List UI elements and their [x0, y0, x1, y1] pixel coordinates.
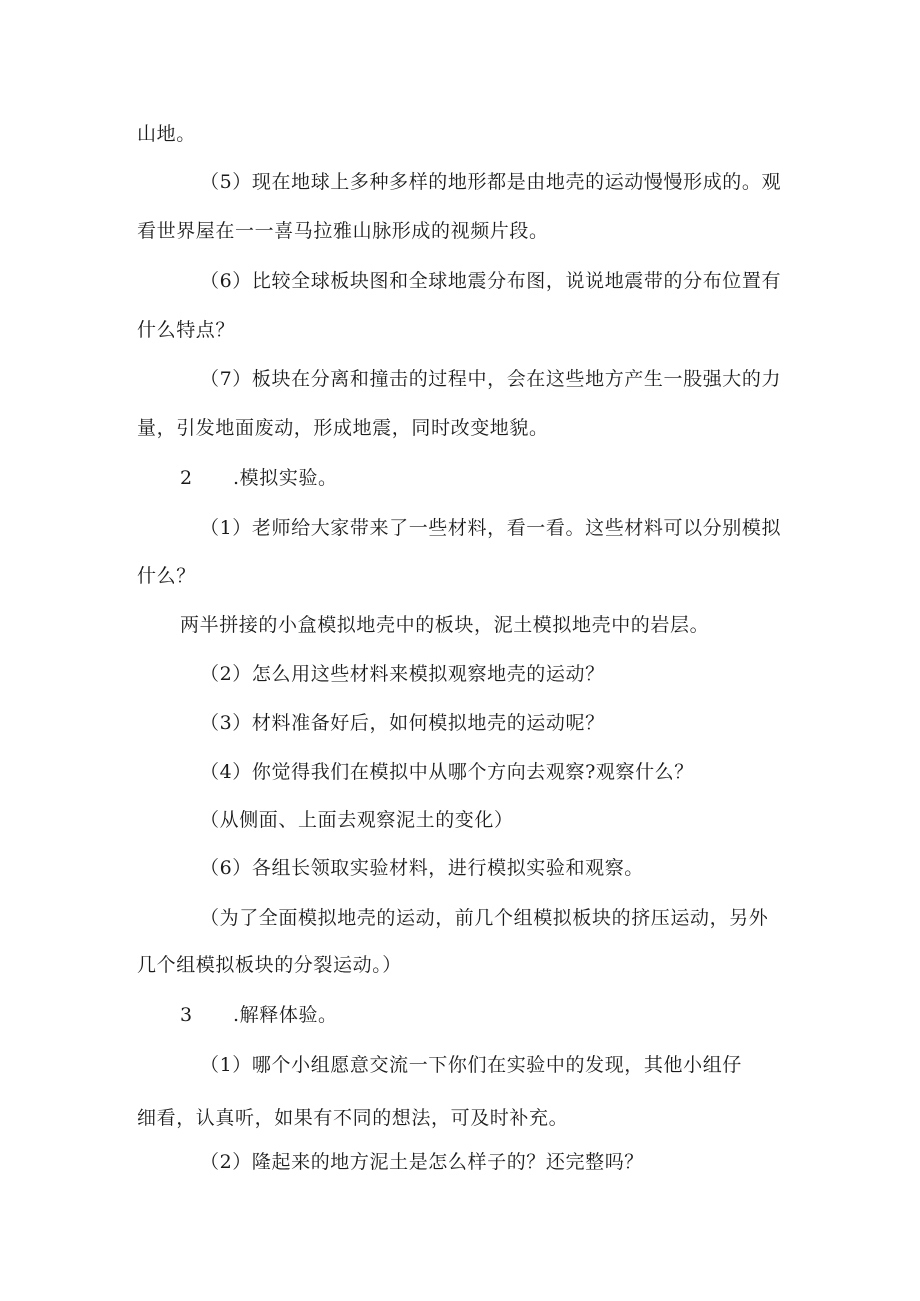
text-line: （4）你觉得我们在模拟中从哪个方向去观察?观察什么？ — [200, 761, 694, 783]
text-line: （从侧面、上面去观察泥土的变化） — [200, 809, 514, 831]
text-line: （1）老师给大家带来了一些材料，看一看。这些材料可以分别模拟 — [200, 517, 782, 539]
text-line: （3）材料准备好后，如何模拟地壳的运动呢？ — [200, 712, 605, 734]
text-line: 山地。 — [137, 123, 196, 145]
text-line: （6）各组长领取实验材料，进行模拟实验和观察。 — [200, 857, 644, 879]
text-line: （2）怎么用这些材料来模拟观察地壳的运动？ — [200, 663, 605, 685]
text-line: （5）现在地球上多种多样的地形都是由地壳的运动慢慢形成的。观 — [200, 171, 782, 193]
text-line: （7）板块在分离和撞击的过程中，会在这些地方产生一股强大的力 — [200, 368, 782, 390]
text-line: （2）隆起来的地方泥土是怎么样子的？还完整吗？ — [200, 1151, 644, 1173]
text-line: 看世界屋在一一喜马拉雅山脉形成的视频片段。 — [137, 220, 549, 242]
section-title: .解释体验。 — [233, 1004, 338, 1026]
text-line: （1）哪个小组愿意交流一下你们在实验中的发现，其他小组仔 — [200, 1054, 742, 1076]
text-line: 两半拼接的小盒模拟地壳中的板块，泥土模拟地壳中的岩层。 — [180, 614, 710, 636]
text-line: （为了全面模拟地壳的运动，前几个组模拟板块的挤压运动，另外 — [200, 907, 769, 929]
text-line: （6）比较全球板块图和全球地震分布图，说说地震带的分布位置有 — [200, 270, 782, 292]
text-line: 量，引发地面废动，形成地震，同时改变地貌。 — [137, 417, 549, 439]
text-line: 几个组模拟板块的分裂运动。） — [137, 954, 402, 976]
text-line: 细看，认真听，如果有不同的想法，可及时补充。 — [137, 1107, 569, 1129]
section-title: .模拟实验。 — [233, 467, 338, 489]
text-line: 什么？ — [137, 565, 196, 587]
text-line: 什么特点？ — [137, 319, 236, 341]
section-number: 3 — [180, 1004, 193, 1026]
section-number: 2 — [180, 467, 193, 489]
